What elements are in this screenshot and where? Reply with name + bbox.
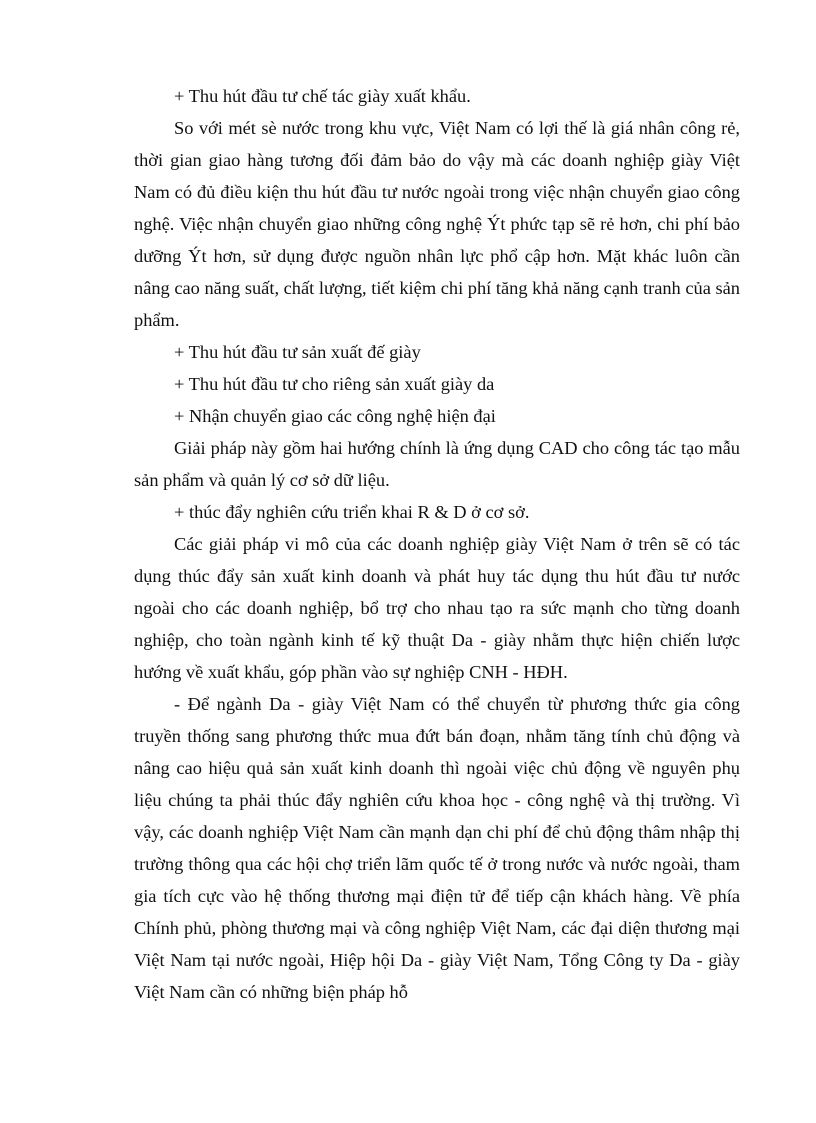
bullet-technology-transfer: + Nhận chuyển giao các công nghệ hiện đại	[174, 406, 496, 426]
paragraph-industry-transition: - Để ngành Da - giày Việt Nam có thể chuyển từ phương thức gia công truyền thống sang phương thức mua đứt bán đoạn, nhằm tăng tính chủ động và nâng cao hiệu quả sản xuất kinh doanh thì ngoài việc chủ động về nguyên phụ liệu chúng ta phải thúc đẩy nghiên cứu khoa học - công nghệ và thị trường. Vì vậy, các doanh nghiệp Việt Nam cần mạnh dạn chi phí để chủ động thâm nhập thị trường thông qua các hội chợ triển lãm quốc tế ở trong nước và nước ngoài, tham gia tích cực vào hệ thống thương mại điện tử để tiếp cận khách hàng. Về phía Chính phủ, phòng thương mại và công nghiệp Việt Nam, các đại diện thương mại Việt Nam tại nước ngoài, Hiệp hội Da - giày Việt Nam, Tổng Công ty Da - giày Việt Nam cần có những biện pháp hỗ	[134, 694, 740, 1002]
bullet-footwear-export: + Thu hút đầu tư chế tác giày xuất khẩu.	[174, 86, 471, 106]
bullet-sole-production: + Thu hút đầu tư sản xuất đế giày	[174, 342, 421, 362]
document-body	[134, 80, 740, 1008]
bullet-rd-promotion: + thúc đẩy nghiên cứu triển khai R & D ở cơ sở.	[174, 502, 530, 522]
paragraph-micro-solutions: Các giải pháp vi mô của các doanh nghiệp giày Việt Nam ở trên sẽ có tác dụng thúc đẩy sản xuất kinh doanh và phát huy tác dụng thu hút đầu tư nước ngoài cho các doanh nghiệp, bổ trợ cho nhau tạo ra sức mạnh cho từng doanh nghiệp, cho toàn ngành kinh tế kỹ thuật Da - giày nhằm thực hiện chiến lược hướng về xuất khẩu, góp phần vào sự nghiệp CNH - HĐH.	[134, 534, 740, 682]
paragraph-labor-advantage: So với mét sè nước trong khu vực, Việt Nam có lợi thế là giá nhân công rẻ, thời gian giao hàng tương đối đảm bảo do vậy mà các doanh nghiệp giày Việt Nam có đủ điều kiện thu hút đầu tư nước ngoài trong việc nhận chuyển giao công nghệ. Việc nhận chuyển giao những công nghệ Ýt phức tạp sẽ rẻ hơn, chi phí bảo dưỡng Ýt hơn, sử dụng được nguồn nhân lực phổ cập hơn. Mặt khác luôn cần nâng cao năng suất, chất lượng, tiết kiệm chi phí tăng khả năng cạnh tranh của sản phẩm.	[134, 118, 740, 330]
paragraph-cad-solution: Giải pháp này gồm hai hướng chính là ứng dụng CAD cho công tác tạo mẫu sản phẩm và quản lý cơ sở dữ liệu.	[134, 438, 740, 490]
bullet-leather-shoes: + Thu hút đầu tư cho riêng sản xuất giày da	[174, 374, 495, 394]
